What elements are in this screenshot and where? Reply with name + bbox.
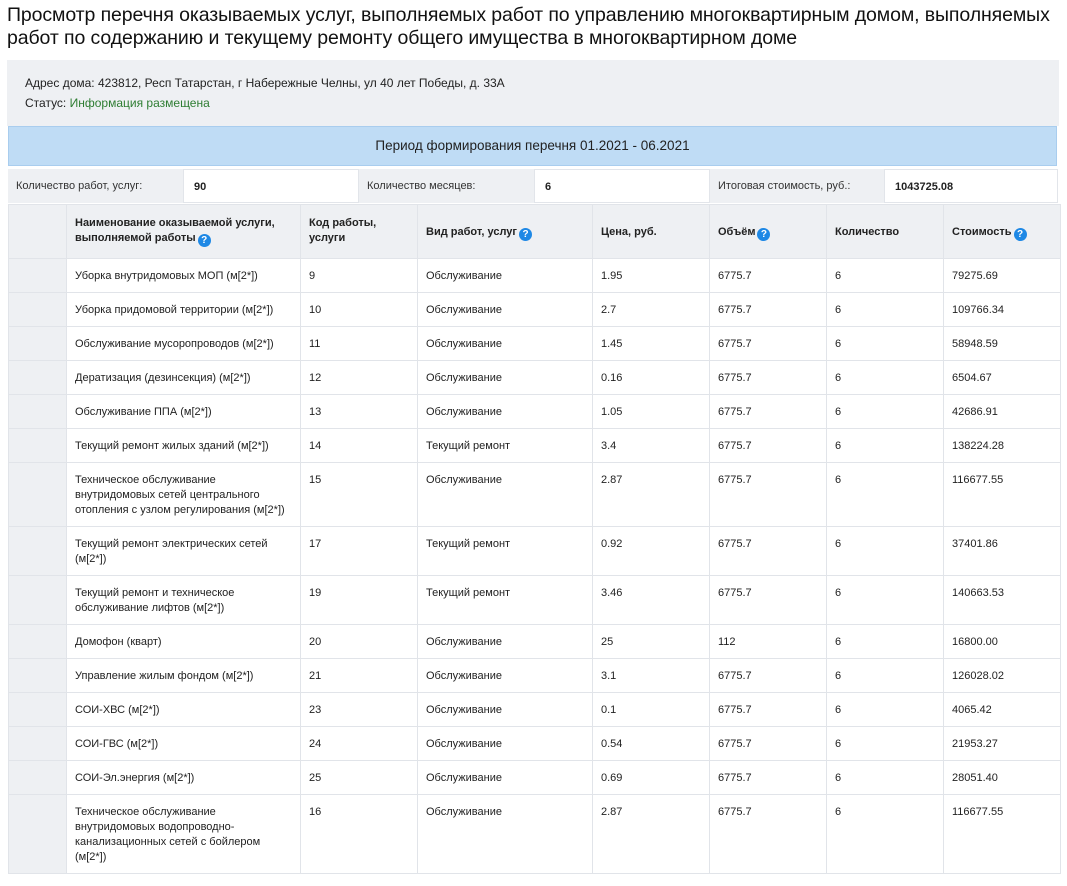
cell-volume: 6775.7 [710, 693, 827, 727]
cell-type: Обслуживание [418, 259, 593, 293]
services-table [8, 204, 1061, 874]
cell-name: Обслуживание мусоропроводов (м[2*]) [67, 327, 301, 361]
row-spacer [9, 527, 67, 576]
cell-volume: 6775.7 [710, 463, 827, 527]
cell-type: Обслуживание [418, 795, 593, 874]
cell-cost: 138224.28 [944, 429, 1061, 463]
cell-price: 3.46 [593, 576, 710, 625]
cell-name: Техническое обслуживание внутридомовых водопроводно-канализационных сетей с бойлером (м[2*]) [67, 795, 301, 874]
cell-price: 0.54 [593, 727, 710, 761]
cell-cost: 126028.02 [944, 659, 1061, 693]
cell-cost: 21953.27 [944, 727, 1061, 761]
cell-type: Обслуживание [418, 463, 593, 527]
cell-volume: 6775.7 [710, 761, 827, 795]
period-header: Период формирования перечня 01.2021 - 06.2021 [8, 126, 1057, 166]
cell-volume: 6775.7 [710, 395, 827, 429]
summary-bar [8, 169, 1058, 203]
col-header-qty-label: Количество [835, 226, 900, 238]
cell-cost: 116677.55 [944, 795, 1061, 874]
table-header-row [9, 205, 1061, 259]
table-body [9, 259, 1061, 874]
cell-cost: 4065.42 [944, 693, 1061, 727]
address-line [25, 76, 505, 90]
cell-price: 2.7 [593, 293, 710, 327]
house-info-panel [7, 60, 1059, 126]
help-icon[interactable]: ? [757, 228, 770, 241]
cell-type: Обслуживание [418, 761, 593, 795]
cell-price: 0.16 [593, 361, 710, 395]
cell-cost: 58948.59 [944, 327, 1061, 361]
cell-qty: 6 [827, 361, 944, 395]
cell-type: Обслуживание [418, 693, 593, 727]
cell-qty: 6 [827, 625, 944, 659]
cell-code: 24 [301, 727, 418, 761]
cell-name: Домофон (кварт) [67, 625, 301, 659]
table-row [9, 293, 1061, 327]
cell-price: 2.87 [593, 463, 710, 527]
cell-name: Текущий ремонт жилых зданий (м[2*]) [67, 429, 301, 463]
cell-price: 2.87 [593, 795, 710, 874]
row-spacer [9, 625, 67, 659]
cell-price: 0.1 [593, 693, 710, 727]
cell-code: 13 [301, 395, 418, 429]
cell-qty: 6 [827, 761, 944, 795]
col-header-price [593, 205, 710, 259]
table-row [9, 527, 1061, 576]
cell-type: Обслуживание [418, 293, 593, 327]
col-header-cost [944, 205, 1061, 259]
table-row [9, 625, 1061, 659]
cell-code: 19 [301, 576, 418, 625]
row-spacer [9, 659, 67, 693]
cell-qty: 6 [827, 659, 944, 693]
cell-cost: 37401.86 [944, 527, 1061, 576]
cell-name: Дератизация (дезинсекция) (м[2*]) [67, 361, 301, 395]
help-icon[interactable]: ? [198, 234, 211, 247]
row-spacer [9, 727, 67, 761]
row-spacer [9, 327, 67, 361]
col-header-volume-label: Объём [718, 226, 756, 238]
cell-type: Обслуживание [418, 727, 593, 761]
table-row [9, 576, 1061, 625]
cell-volume: 6775.7 [710, 293, 827, 327]
table-row [9, 659, 1061, 693]
col-header-type-label: Вид работ, услуг [426, 226, 517, 238]
cell-type: Текущий ремонт [418, 576, 593, 625]
cell-volume: 112 [710, 625, 827, 659]
cell-code: 14 [301, 429, 418, 463]
row-spacer [9, 463, 67, 527]
cell-code: 25 [301, 761, 418, 795]
cell-volume: 6775.7 [710, 727, 827, 761]
table-row [9, 327, 1061, 361]
cell-qty: 6 [827, 576, 944, 625]
table-row [9, 429, 1061, 463]
cell-price: 1.05 [593, 395, 710, 429]
row-spacer [9, 361, 67, 395]
cell-volume: 6775.7 [710, 527, 827, 576]
cell-code: 17 [301, 527, 418, 576]
cell-cost: 109766.34 [944, 293, 1061, 327]
cell-cost: 6504.67 [944, 361, 1061, 395]
cell-name: Текущий ремонт электрических сетей (м[2*]) [67, 527, 301, 576]
cell-volume: 6775.7 [710, 361, 827, 395]
cell-price: 3.4 [593, 429, 710, 463]
cell-qty: 6 [827, 527, 944, 576]
cell-type: Текущий ремонт [418, 429, 593, 463]
cell-name: Управление жилым фондом (м[2*]) [67, 659, 301, 693]
col-header-code [301, 205, 418, 259]
cell-price: 25 [593, 625, 710, 659]
cell-cost: 79275.69 [944, 259, 1061, 293]
cell-qty: 6 [827, 727, 944, 761]
table-row [9, 395, 1061, 429]
cell-qty: 6 [827, 463, 944, 527]
cell-code: 20 [301, 625, 418, 659]
cell-name: СОИ-Эл.энергия (м[2*]) [67, 761, 301, 795]
cell-price: 1.95 [593, 259, 710, 293]
cell-qty: 6 [827, 429, 944, 463]
col-header-name-label: Наименование оказываемой услуги, выполняемой работы [75, 217, 275, 244]
cell-price: 0.69 [593, 761, 710, 795]
cell-name: СОИ-ХВС (м[2*]) [67, 693, 301, 727]
cell-type: Обслуживание [418, 625, 593, 659]
col-header-qty [827, 205, 944, 259]
cell-code: 23 [301, 693, 418, 727]
row-spacer [9, 395, 67, 429]
cell-type: Обслуживание [418, 327, 593, 361]
table-row [9, 761, 1061, 795]
table-row [9, 693, 1061, 727]
months-label: Количество месяцев: [359, 169, 534, 203]
cell-code: 11 [301, 327, 418, 361]
row-spacer [9, 693, 67, 727]
cell-name: Обслуживание ППА (м[2*]) [67, 395, 301, 429]
total-cost-label: Итоговая стоимость, руб.: [710, 169, 884, 203]
cell-code: 21 [301, 659, 418, 693]
cell-name: Текущий ремонт и техническое обслуживание лифтов (м[2*]) [67, 576, 301, 625]
cell-volume: 6775.7 [710, 429, 827, 463]
cell-name: Уборка придомовой территории (м[2*]) [67, 293, 301, 327]
cell-cost: 116677.55 [944, 463, 1061, 527]
cell-type: Обслуживание [418, 361, 593, 395]
total-cost-value: 1043725.08 [884, 169, 1058, 203]
cell-name: Уборка внутридомовых МОП (м[2*]) [67, 259, 301, 293]
col-header-code-label: Код работы, услуги [309, 217, 377, 244]
cell-code: 9 [301, 259, 418, 293]
cell-qty: 6 [827, 395, 944, 429]
col-header-price-label: Цена, руб. [601, 226, 657, 238]
header-spacer [9, 205, 67, 259]
table-row [9, 259, 1061, 293]
row-spacer [9, 795, 67, 874]
cell-type: Обслуживание [418, 395, 593, 429]
cell-volume: 6775.7 [710, 327, 827, 361]
status-label: Статус: [25, 96, 67, 110]
cell-volume: 6775.7 [710, 259, 827, 293]
cell-type: Обслуживание [418, 659, 593, 693]
cell-cost: 140663.53 [944, 576, 1061, 625]
table-row [9, 795, 1061, 874]
cell-name: СОИ-ГВС (м[2*]) [67, 727, 301, 761]
cell-price: 3.1 [593, 659, 710, 693]
cell-volume: 6775.7 [710, 576, 827, 625]
col-header-cost-label: Стоимость [952, 226, 1012, 238]
works-count-label: Количество работ, услуг: [8, 169, 183, 203]
cell-cost: 42686.91 [944, 395, 1061, 429]
col-header-name [67, 205, 301, 259]
address-label: Адрес дома: [25, 76, 95, 90]
cell-cost: 28051.40 [944, 761, 1061, 795]
col-header-type [418, 205, 593, 259]
table-row [9, 727, 1061, 761]
cell-qty: 6 [827, 293, 944, 327]
cell-qty: 6 [827, 693, 944, 727]
table-row [9, 361, 1061, 395]
cell-code: 15 [301, 463, 418, 527]
cell-code: 10 [301, 293, 418, 327]
row-spacer [9, 259, 67, 293]
works-count-value: 90 [183, 169, 359, 203]
cell-price: 1.45 [593, 327, 710, 361]
page-title: Просмотр перечня оказываемых услуг, выполняемых работ по управлению многоквартирным домом, выполняемых работ по содержанию и текущему ремонту общего имущества в многоквартирном доме [7, 4, 1050, 49]
row-spacer [9, 429, 67, 463]
cell-qty: 6 [827, 327, 944, 361]
status-line [25, 96, 210, 110]
col-header-volume [710, 205, 827, 259]
row-spacer [9, 761, 67, 795]
months-value: 6 [534, 169, 710, 203]
row-spacer [9, 576, 67, 625]
status-value: Информация размещена [69, 96, 210, 110]
cell-price: 0.92 [593, 527, 710, 576]
cell-code: 16 [301, 795, 418, 874]
cell-volume: 6775.7 [710, 659, 827, 693]
cell-type: Текущий ремонт [418, 527, 593, 576]
cell-qty: 6 [827, 259, 944, 293]
cell-volume: 6775.7 [710, 795, 827, 874]
cell-name: Техническое обслуживание внутридомовых сетей центрального отопления с узлом регулирования (м[2*]) [67, 463, 301, 527]
row-spacer [9, 293, 67, 327]
table-row [9, 463, 1061, 527]
help-icon[interactable]: ? [1014, 228, 1027, 241]
address-value: 423812, Респ Татарстан, г Набережные Челны, ул 40 лет Победы, д. 33А [97, 76, 505, 90]
cell-qty: 6 [827, 795, 944, 874]
cell-cost: 16800.00 [944, 625, 1061, 659]
cell-code: 12 [301, 361, 418, 395]
help-icon[interactable]: ? [519, 228, 532, 241]
